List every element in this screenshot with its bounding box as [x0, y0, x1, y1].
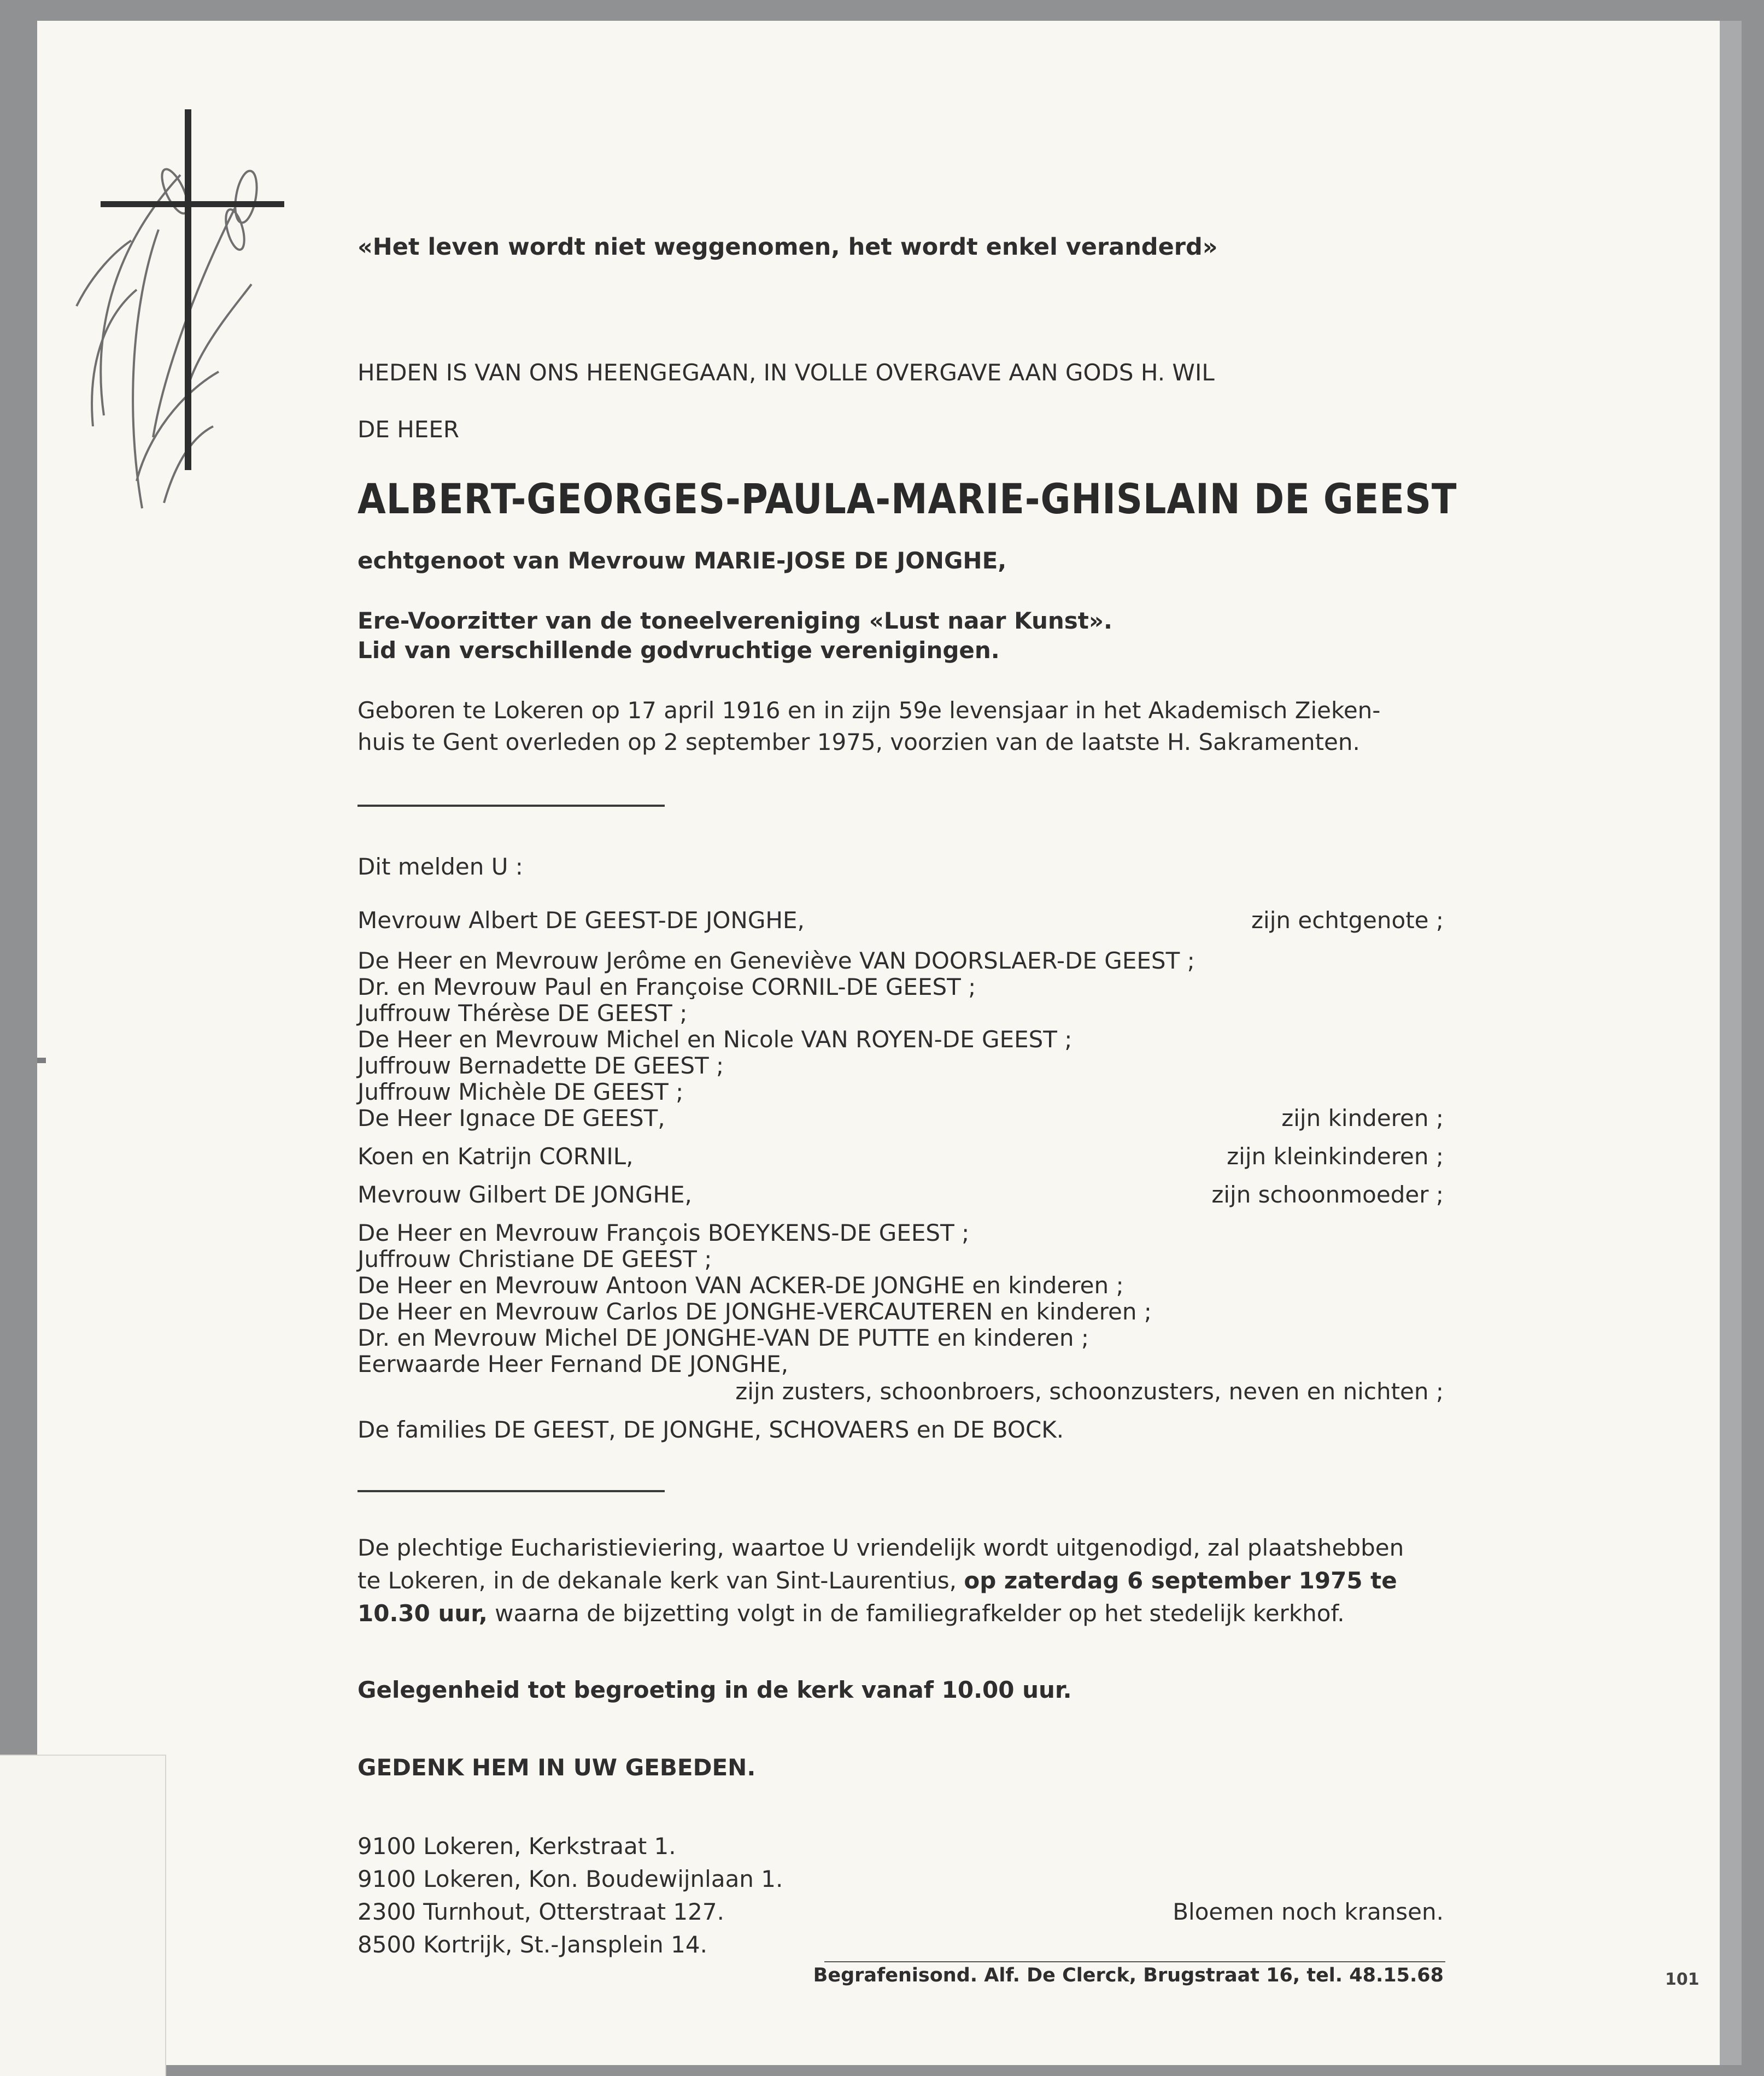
spouse-line: echtgenoot van Mevrouw MARIE-JOSE DE JONGHE, — [358, 547, 1007, 574]
address-line: 2300 Turnhout, Otterstraat 127. — [358, 1898, 724, 1925]
birth-death-line: huis te Gent overleden op 2 september 1975, voorzien van de laatste H. Sakramenten. — [358, 729, 1360, 755]
address-line: 9100 Lokeren, Kon. Boudewijnlaan 1. — [358, 1866, 783, 1892]
relative-entry: De Heer en Mevrouw François BOEYKENS-DE GEEST ; — [358, 1219, 970, 1246]
prayer-line: GEDENK HEM IN UW GEBEDEN. — [358, 1754, 756, 1781]
service-date: op zaterdag 6 september 1975 te — [964, 1567, 1397, 1594]
title-prefix: DE HEER — [358, 416, 460, 443]
child-entry: De Heer en Mevrouw Jerôme en Geneviève VAN DOORSLAER-DE GEEST ; — [358, 947, 1195, 974]
mother-in-law-entry: Mevrouw Gilbert DE JONGHE, — [358, 1181, 692, 1208]
relation-label: zijn kinderen ; — [1281, 1105, 1444, 1131]
page-edge-strip — [1720, 21, 1742, 2065]
families-line: De families DE GEEST, DE JONGHE, SCHOVAERS en DE BOCK. — [358, 1416, 1064, 1443]
page-number: 101 — [1665, 1970, 1699, 1989]
quote: «Het leven wordt niet weggenomen, het wordt enkel veranderd» — [358, 233, 1218, 261]
divider — [358, 805, 665, 807]
divider — [358, 1490, 665, 1492]
deceased-name: ALBERT-GEORGES-PAULA-MARIE-GHISLAIN DE GEEST — [358, 474, 1457, 523]
relation-label: zijn zusters, schoonbroers, schoonzusters, neven en nichten ; — [735, 1378, 1444, 1405]
relative-entry: De Heer en Mevrouw Carlos DE JONGHE-VERCAUTEREN en kinderen ; — [358, 1298, 1152, 1325]
service-line — [358, 1568, 1397, 1594]
relative-entry: Eerwaarde Heer Fernand DE JONGHE, — [358, 1351, 789, 1377]
service-time: 10.30 uur, — [358, 1600, 488, 1627]
address-line: 9100 Lokeren, Kerkstraat 1. — [358, 1833, 676, 1860]
relative-entry: Dr. en Mevrouw Michel DE JONGHE-VAN DE PUTTE en kinderen ; — [358, 1324, 1089, 1351]
child-entry: Juffrouw Thérèse DE GEEST ; — [358, 1000, 688, 1027]
service-text: te Lokeren, in de dekanale kerk van Sint-Laurentius, — [358, 1567, 964, 1594]
grandchildren-entry: Koen en Katrijn CORNIL, — [358, 1143, 634, 1170]
role-line: Lid van verschillende godvruchtige verenigingen. — [358, 637, 1000, 664]
child-entry: De Heer en Mevrouw Michel en Nicole VAN ROYEN-DE GEEST ; — [358, 1026, 1073, 1053]
service-line: De plechtige Eucharistieviering, waartoe U vriendelijk wordt uitgenodigd, zal plaatshebben — [358, 1534, 1404, 1561]
relation-label: zijn echtgenote ; — [1251, 907, 1444, 934]
address-line: 8500 Kortrijk, St.-Jansplein 14. — [358, 1931, 707, 1958]
child-entry: Juffrouw Michèle DE GEEST ; — [358, 1078, 684, 1105]
service-text: waarna de bijzetting volgt in de familiegrafkelder op het stedelijk kerkhof. — [487, 1600, 1345, 1627]
child-entry: Juffrouw Bernadette DE GEEST ; — [358, 1052, 724, 1079]
relation-label: zijn schoonmoeder ; — [1211, 1181, 1444, 1208]
fold-mark — [37, 1058, 46, 1063]
undertaker-line: Begrafenisond. Alf. De Clerck, Brugstraat 16, tel. 48.15.68 — [813, 1964, 1444, 1986]
cross-wheat-icon — [71, 109, 301, 525]
child-entry: Dr. en Mevrouw Paul en Françoise CORNIL-DE GEEST ; — [358, 974, 976, 1000]
spouse-entry: Mevrouw Albert DE GEEST-DE JONGHE, — [358, 907, 805, 934]
no-flowers-note: Bloemen noch kransen. — [1173, 1898, 1444, 1925]
child-entry: De Heer Ignace DE GEEST, — [358, 1105, 665, 1131]
announce-intro: Dit melden U : — [358, 853, 523, 880]
attached-paper-slip — [0, 1755, 166, 2076]
service-line — [358, 1600, 1345, 1627]
relative-entry: De Heer en Mevrouw Antoon VAN ACKER-DE JONGHE en kinderen ; — [358, 1272, 1124, 1299]
relation-label: zijn kleinkinderen ; — [1227, 1143, 1444, 1170]
role-line: Ere-Voorzitter van de toneelvereniging «Lust naar Kunst». — [358, 607, 1112, 634]
greeting-line: Gelegenheid tot begroeting in de kerk vanaf 10.00 uur. — [358, 1676, 1072, 1703]
footer-rule — [824, 1961, 1445, 1962]
relative-entry: Juffrouw Christiane DE GEEST ; — [358, 1246, 712, 1272]
birth-death-line: Geboren te Lokeren op 17 april 1916 en in zijn 59e levensjaar in het Akademisch Zieken- — [358, 697, 1381, 724]
intro-line: HEDEN IS VAN ONS HEENGEGAAN, IN VOLLE OVERGAVE AAN GODS H. WIL — [358, 359, 1215, 386]
